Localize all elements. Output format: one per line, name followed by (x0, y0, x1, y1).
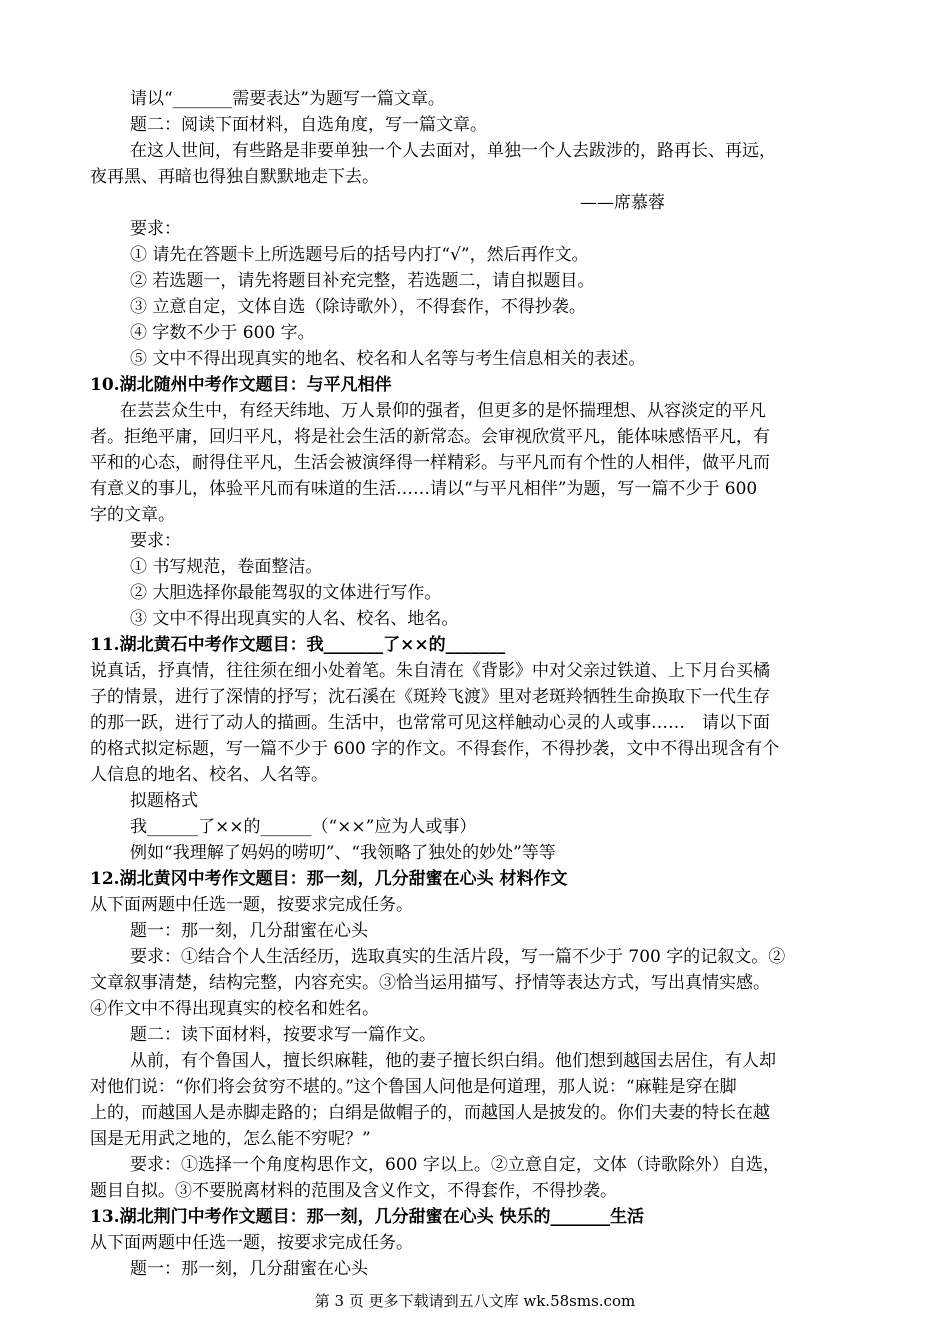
text-line: 平和的心态，耐得住平凡，生活会被演绎得一样精彩。与平凡而有个性的人相伴，做平凡而 (90, 453, 770, 473)
text-line: 题一：那一刻，几分甜蜜在心头 (130, 921, 368, 941)
text-line: ① 请先在答题卡上所选题号后的括号内打“√”，然后再作文。 (130, 245, 589, 265)
text-line: ② 若选题一，请先将题目补充完整，若选题二，请自拟题目。 (130, 271, 595, 291)
text-line: 文章叙事清楚，结构完整，内容充实。③恰当运用描写、抒情等表达方式，写出真情实感。 (90, 973, 770, 993)
text-line: 题二：阅读下面材料，自选角度，写一篇文章。 (130, 115, 487, 135)
text-line: 例如“我理解了妈妈的唠叨”、“我领略了独处的妙处”等等 (130, 843, 556, 863)
text-line: 要求：①结合个人生活经历，选取真实的生活片段，写一篇不少于 700 字的记叙文。② (130, 947, 786, 967)
text-line: ③ 文中不得出现真实的人名、校名、地名。 (130, 609, 459, 629)
text-line: 从前，有个鲁国人，擅长织麻鞋，他的妻子擅长织白绢。他们想到越国去居住，有人却 (130, 1051, 776, 1071)
text-line: 我______了××的______（“××”应为人或事） (130, 817, 477, 837)
text-line: 上的，而越国人是赤脚走路的；白绢是做帽子的，而越国人是披发的。你们夫妻的特长在越 (90, 1103, 770, 1123)
text-line: 在这人世间，有些路是非要单独一个人去面对，单独一个人去跋涉的，路再长、再远， (130, 141, 776, 161)
text-line: ④作文中不得出现真实的校名和姓名。 (90, 999, 379, 1019)
section-heading: 10.湖北随州中考作文题目：与平凡相伴 (90, 375, 392, 395)
text-line: 国是无用武之地的，怎么能不穷呢？” (90, 1129, 371, 1149)
text-line: 说真话，抒真情，往往须在细小处着笔。朱自清在《背影》中对父亲过铁道、上下月台买橘 (90, 661, 770, 681)
text-line: 从下面两题中任选一题，按要求完成任务。 (90, 895, 413, 915)
page-footer: 第 3 页 更多下载请到五八文库 wk.58sms.com (314, 1292, 636, 1310)
text-line: 有意义的事儿，体验平凡而有味道的生活……请以“与平凡相伴”为题，写一篇不少于 600 (90, 479, 758, 499)
text-line: ③ 立意自定，文体自选（除诗歌外），不得套作，不得抄袭。 (130, 297, 586, 317)
section-heading: 11.湖北黄石中考作文题目：我_______了××的_______ (90, 635, 506, 655)
text-line: 子的情景，进行了深情的抒写；沈石溪在《斑羚飞渡》里对老斑羚牺牲生命换取下一代生存 (90, 687, 770, 707)
text-line: 夜再黑、再暗也得独自默默地走下去。 (90, 167, 379, 187)
text-line: 题一：那一刻，几分甜蜜在心头 (130, 1259, 368, 1279)
text-line: 人信息的地名、校名、人名等。 (90, 765, 328, 785)
text-line: 拟题格式 (130, 791, 198, 811)
text-line: 者。拒绝平庸，回归平凡，将是社会生活的新常态。会审视欣赏平凡，能体味感悟平凡，有 (90, 427, 770, 447)
text-line: 从下面两题中任选一题，按要求完成任务。 (90, 1233, 413, 1253)
text-line: 对他们说：“你们将会贫穷不堪的。”这个鲁国人问他是何道理，那人说：“麻鞋是穿在脚 (90, 1077, 737, 1097)
text-line: 的那一跃，进行了动人的描画。生活中，也常常可见这样触动心灵的人或事…… 请以下面 (90, 713, 770, 733)
text-line: 题二：读下面材料，按要求写一篇作文。 (130, 1025, 436, 1045)
text-line: ① 书写规范，卷面整洁。 (130, 557, 323, 577)
text-line: 题目自拟。③不要脱离材料的范围及含义作文，不得套作，不得抄袭。 (90, 1181, 617, 1201)
text-line: 要求： (130, 531, 181, 551)
text-line: ② 大胆选择你最能驾驭的文体进行写作。 (130, 583, 442, 603)
section-heading: 12.湖北黄冈中考作文题目：那一刻，几分甜蜜在心头 材料作文 (90, 869, 568, 889)
text-line: 字的文章。 (90, 505, 175, 525)
section-heading: 13.湖北荆门中考作文题目：那一刻，几分甜蜜在心头 快乐的_______生活 (90, 1207, 644, 1227)
text-line: 在芸芸众生中，有经天纬地、万人景仰的强者，但更多的是怀揣理想、从容淡定的平凡 (120, 401, 766, 421)
text-line: 请以“_______需要表达”为题写一篇文章。 (130, 89, 445, 109)
text-line: 的格式拟定标题，写一篇不少于 600 字的作文。不得套作，不得抄袭，文中不得出现含有个 (90, 739, 780, 759)
quote-attribution: ——席慕蓉 (580, 193, 665, 213)
text-line: 要求： (130, 219, 181, 239)
text-line: ④ 字数不少于 600 字。 (130, 323, 315, 343)
text-line: ⑤ 文中不得出现真实的地名、校名和人名等与考生信息相关的表述。 (130, 349, 646, 369)
text-line: 要求：①选择一个角度构思作文，600 字以上。②立意自定，文体（诗歌除外）自选， (130, 1155, 780, 1175)
